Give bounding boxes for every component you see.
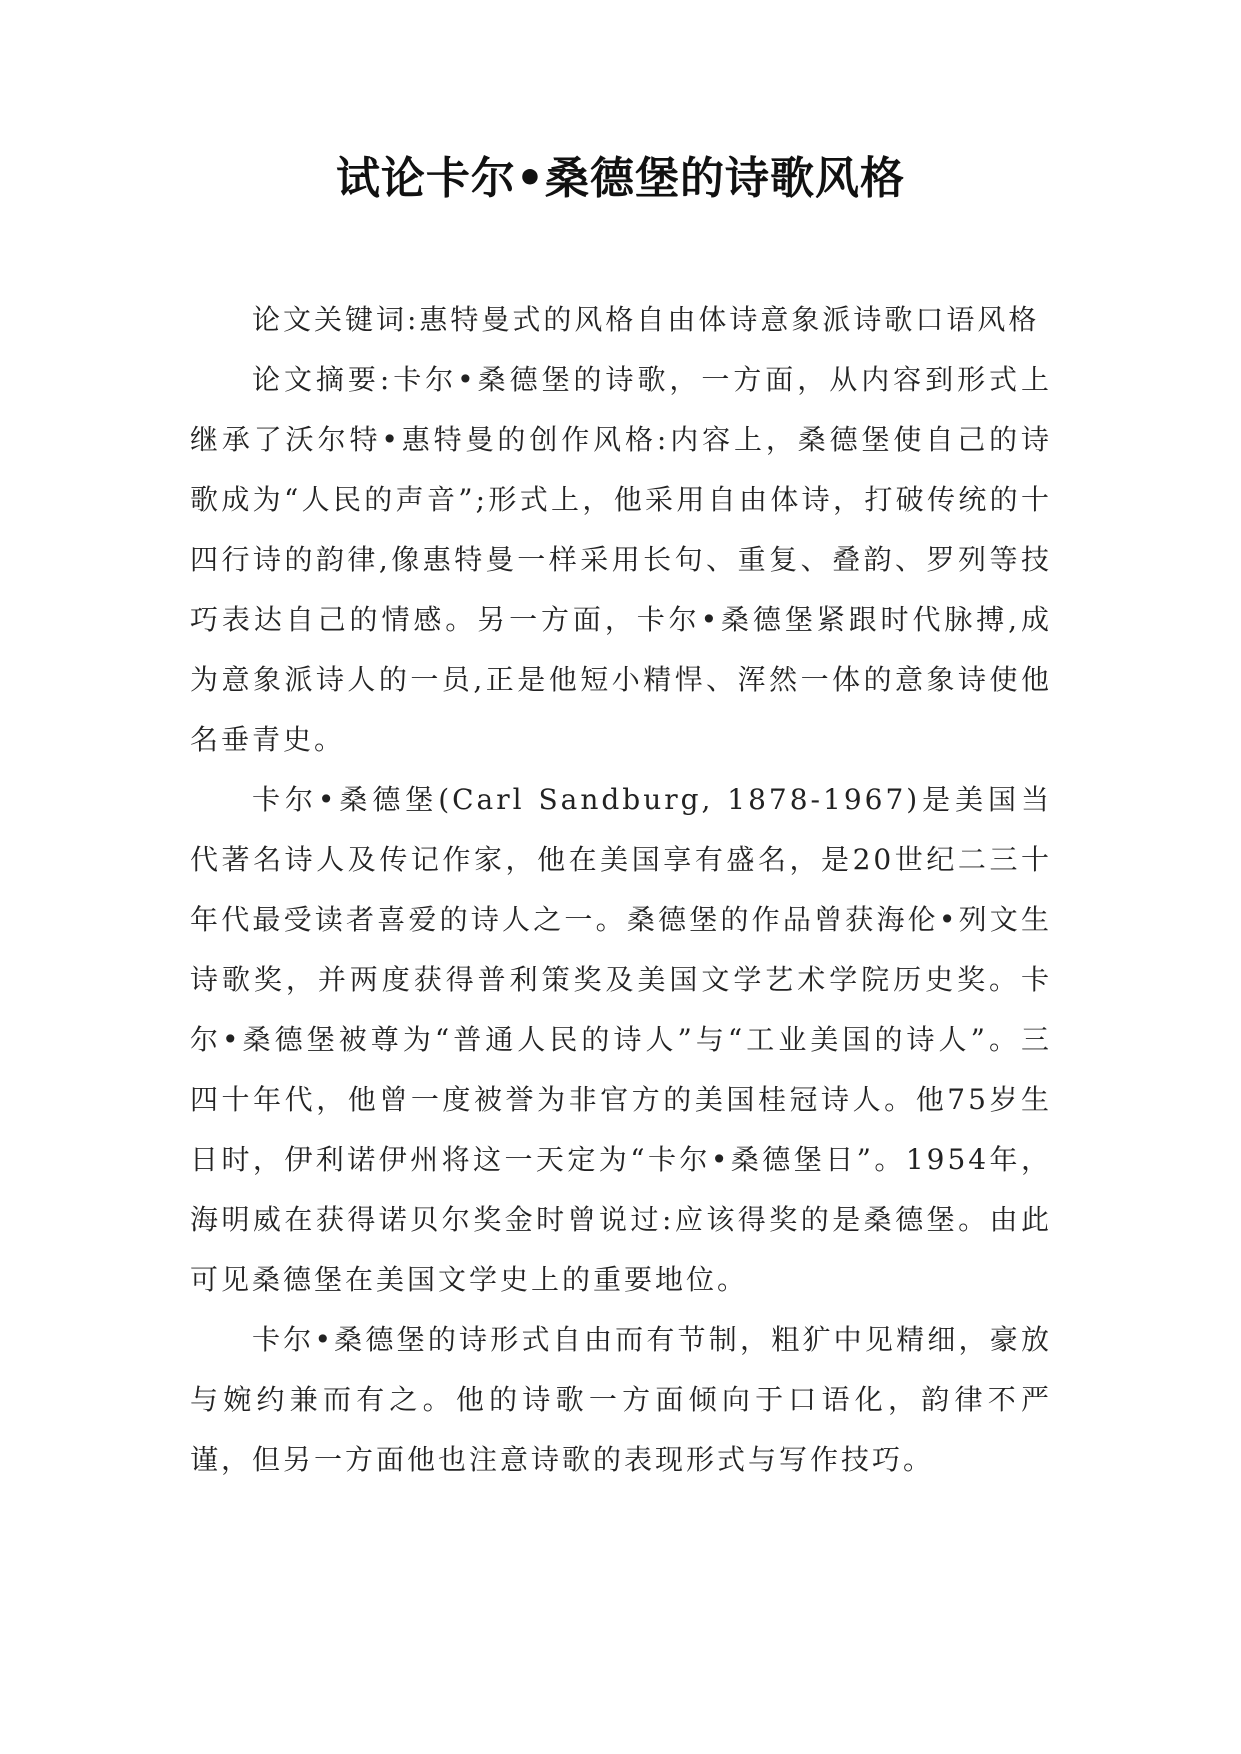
document-title: 试论卡尔•桑德堡的诗歌风格: [335, 153, 906, 204]
keywords-paragraph: 论文关键词:惠特曼式的风格自由体诗意象派诗歌口语风格: [252, 303, 1040, 336]
body-paragraph: 卡尔•桑德堡的诗形式自由而有节制，粗犷中见精细，豪放与婉约兼而有之。他的诗歌一方面倾向于口语化，韵律不严谨，但另一方面他也注意诗歌的表现形式与写作技巧。: [190, 1323, 1052, 1476]
document-body: [190, 290, 1052, 1490]
body-paragraph: 卡尔•桑德堡(Carl Sandburg, 1878-1967)是美国当代著名诗人及传记作家，他在美国享有盛名，是20世纪二三十年代最受读者喜爱的诗人之一。桑德堡的作品曾获海伦•列文生诗歌奖，并两度获得普利策奖及美国文学艺术学院历史奖。卡尔•桑德堡被尊为“普通人民的诗人”与“工业美国的诗人”。三四十年代，他曾一度被誉为非官方的美国桂冠诗人。他75岁生日时，伊利诺伊州将这一天定为“卡尔•桑德堡日”。1954年，海明威在获得诺贝尔奖金时曾说过:应该得奖的是桑德堡。由此可见桑德堡在美国文学史上的重要地位。: [190, 783, 1052, 1296]
abstract-paragraph: 论文摘要:卡尔•桑德堡的诗歌，一方面，从内容到形式上继承了沃尔特•惠特曼的创作风格:内容上，桑德堡使自己的诗歌成为“人民的声音”;形式上，他采用自由体诗，打破传统的十四行诗的韵律,像惠特曼一样采用长句、重复、叠韵、罗列等技巧表达自己的情感。另一方面，卡尔•桑德堡紧跟时代脉搏,成为意象派诗人的一员,正是他短小精悍、浑然一体的意象诗使他名垂青史。: [190, 363, 1052, 756]
